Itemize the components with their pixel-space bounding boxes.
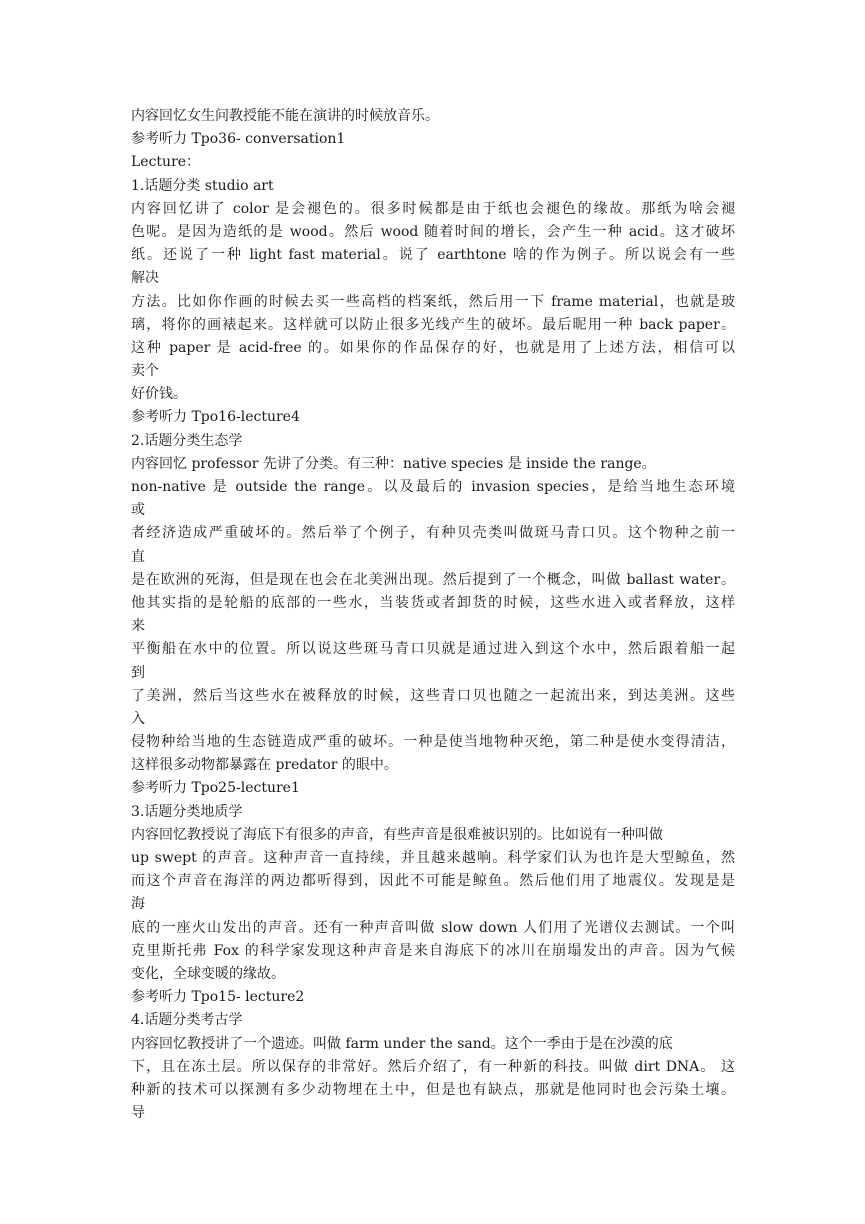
text-line: 直 — [131, 548, 145, 565]
text-line: up swept 的声音。这种声音一直持续，并且越来越响。科学家们认为也许是大型鲸鱼，然 — [131, 850, 735, 866]
text-line: 解决 — [131, 270, 159, 287]
text-line: 来 — [131, 618, 145, 635]
text-line: 内容回忆女生问教授能不能在演讲的时候放音乐。 — [131, 108, 439, 124]
text-line: 这样很多动物都暴露在 predator 的眼中。 — [131, 757, 398, 774]
text-line: 内容回忆 professor 先讲了分类。有三种：native species 是 inside the range。 — [131, 455, 656, 472]
text-line: 卖个 — [131, 363, 159, 380]
text-line: 下，且在冻土层。所以保存的非常好。然后介绍了，有一种新的科技。叫做 dirt DNA。 这 — [131, 1058, 735, 1075]
text-line: 内容回忆讲了 color 是会褪色的。很多时候都是由于纸也会褪色的缘故。那纸为啥会褪 — [131, 200, 735, 217]
text-line: 参考听力 Tpo36- conversation1 — [131, 131, 346, 148]
text-line: 者经济造成严重破坏的。然后举了个例子，有种贝壳类叫做斑马青口贝。这个物种之前一 — [131, 525, 735, 542]
text-line: 侵物种给当地的生态链造成严重的破坏。一种是使当地物种灭绝，第二种是使水变得清洁， — [131, 734, 735, 751]
text-line: Lecture： — [131, 154, 201, 171]
text-line: 参考听力 Tpo15- lecture2 — [131, 989, 305, 1006]
text-line: 4.话题分类考古学 — [131, 1012, 243, 1029]
text-line: 璃，将你的画裱起来。这样就可以防止很多光线产生的破坏。最后昵用一种 back paper。 — [131, 316, 735, 333]
text-line: 3.话题分类地质学 — [131, 803, 243, 820]
text-line: 海 — [131, 896, 145, 913]
text-line: 2.话题分类生态学 — [131, 432, 243, 449]
text-line: 色呢。是因为造纸的是 wood。然后 wood 随着时间的增长，会产生一种 acid。这才破坏 — [131, 223, 735, 240]
text-line: 平衡船在水中的位置。所以说这些斑马青口贝就是通过进入到这个水中，然后跟着船一起 — [131, 641, 735, 658]
text-line: 或 — [131, 502, 145, 519]
text-line: 而这个声音在海洋的两边都听得到，因此不可能是鲸鱼。然后他们用了地震仪。发现是是 — [131, 873, 735, 890]
text-line: non-native 是 outside the range。以及最后的 invasion species，是给当地生态环境 — [131, 479, 735, 495]
text-line: 是在欧洲的死海，但是现在也会在北美洲出现。然后提到了一个概念，叫做 ballast water。 — [131, 571, 735, 588]
text-line: 了美洲，然后当这些水在被释放的时候，这些青口贝也随之一起流出来，到达美洲。这些 — [131, 687, 735, 704]
text-line: 入 — [131, 710, 145, 727]
text-line: 参考听力 Tpo16-lecture4 — [131, 409, 300, 426]
text-line: 底的一座火山发出的声音。还有一种声音叫做 slow down 人们用了光谱仪去测试。一个叫 — [131, 919, 735, 936]
text-line: 到 — [131, 664, 145, 681]
text-line: 克里斯托弗 Fox 的科学家发现这种声音是来自海底下的冰川在崩塌发出的声音。因为气候 — [131, 942, 735, 959]
document-body — [131, 105, 735, 1125]
text-line: 变化，全球变暖的缘故。 — [131, 965, 285, 982]
text-line: 1.话题分类 studio art — [131, 177, 274, 194]
text-line: 参考听力 Tpo25-lecture1 — [131, 780, 300, 797]
text-line: 方法。比如你作画的时候去买一些高档的档案纸，然后用一下 frame material，也就是玻 — [131, 293, 735, 310]
text-line: 内容回忆教授说了海底下有很多的声音，有些声音是很难被识别的。比如说有一种叫做 — [131, 826, 663, 843]
text-line: 这种 paper 是 acid-free 的。如果你的作品保存的好，也就是用了上述方法，相信可以 — [131, 339, 735, 356]
text-line: 纸。还说了一种 light fast material。说了 earthtone 啥的作为例子。所以说会有一些 — [131, 247, 735, 264]
text-line: 内容回忆教授讲了一个遗迹。叫做 farm under the sand。这个一季由于是在沙漠的底 — [131, 1035, 673, 1052]
text-line: 种新的技术可以探测有多少动物埋在土中，但是也有缺点，那就是他同时也会污染土壤。 — [131, 1081, 735, 1098]
text-line: 导 — [131, 1105, 145, 1122]
text-line: 他其实指的是轮船的底部的一些水，当装货或者卸货的时候，这些水进入或者释放，这样 — [131, 594, 735, 611]
text-line: 好价钱。 — [131, 386, 187, 403]
